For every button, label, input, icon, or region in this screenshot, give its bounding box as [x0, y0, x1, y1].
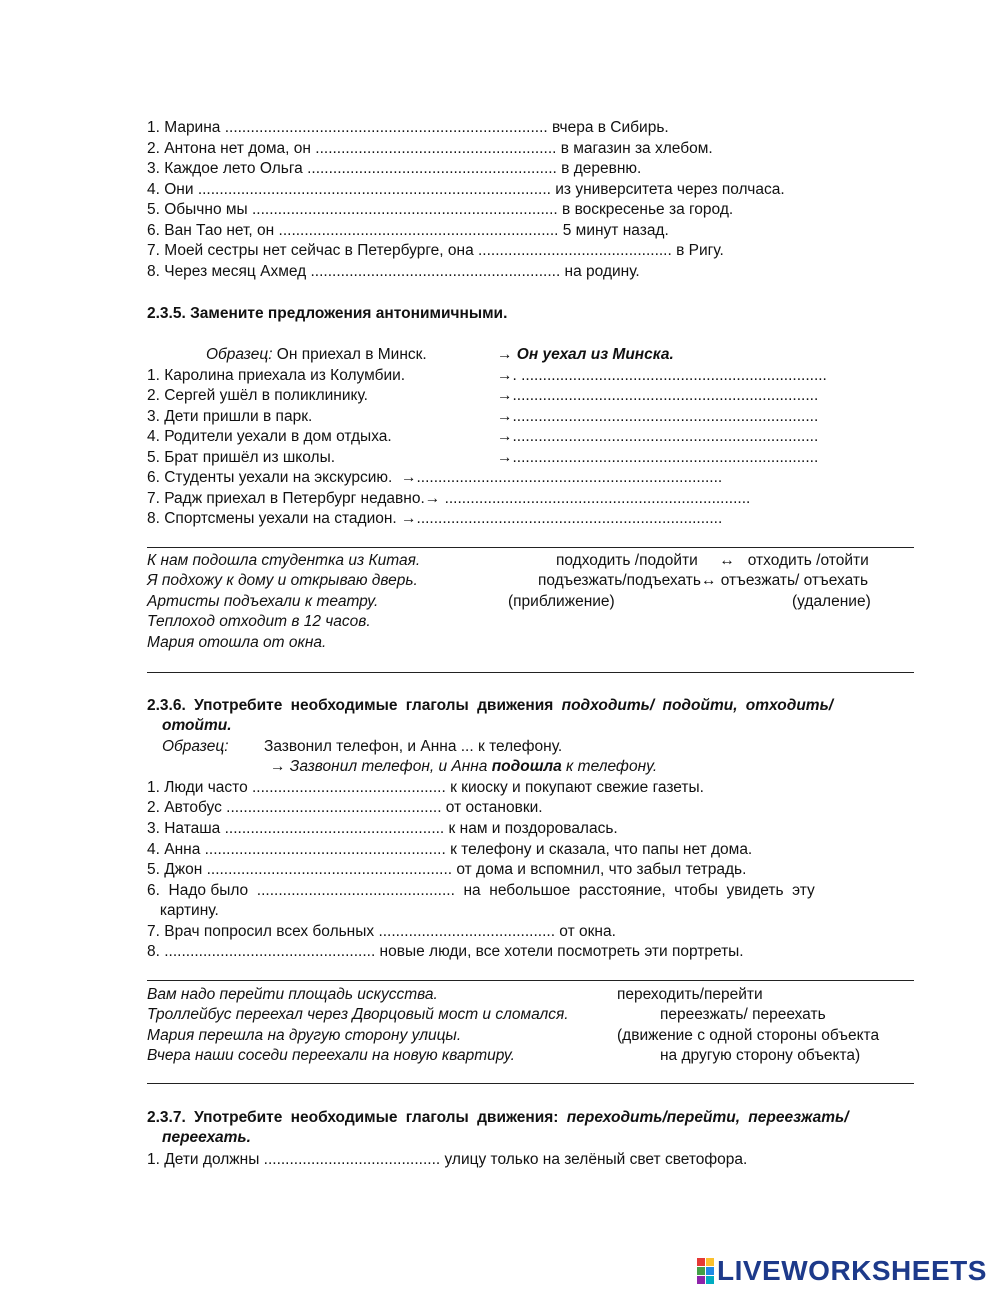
verb-pair: переезжать/ переехать [660, 1006, 826, 1023]
meaning-label: на другую сторону объекта) [660, 1047, 861, 1064]
verb-pair: переходить/перейти [617, 986, 763, 1003]
liveworksheets-logo[interactable] [697, 1255, 987, 1287]
list-item: 7. Моей сестры нет сейчас в Петербурге, она ............................................. в Ригу. [147, 242, 724, 259]
answer-blank: →....................................................................... [497, 428, 819, 445]
example-sentence: Мария перешла на другую сторону улицы. [147, 1027, 462, 1044]
example-sentence: Вчера наши соседи переехали на новую квартиру. [147, 1047, 515, 1064]
exercise-title: 2.3.6. Употребите необходимые глаголы движения подходить/ подойти, отходить/ [147, 697, 834, 714]
divider [147, 547, 914, 548]
example-sentence: Я подхожу к дому и открываю дверь. [147, 572, 418, 589]
list-item: 1. Дети должны ......................................... улицу только на зелёный свет светофора. [147, 1151, 748, 1168]
list-item: 4. Анна ........................................................ к телефону и сказала, что папы нет дома. [147, 841, 753, 858]
list-item: 6. Ван Тао нет, он ................................................................. 5 минут назад. [147, 222, 669, 239]
answer-blank: →....................................................................... [497, 449, 819, 466]
exercise-title: 2.3.7. Употребите необходимые глаголы движения: переходить/перейти, переезжать/ [147, 1109, 849, 1126]
example-sentence: Артисты подъехали к театру. [147, 593, 379, 610]
example-sentence: Теплоход отходит в 12 часов. [147, 613, 371, 630]
list-item: 2. Антона нет дома, он ........................................................ в магазин за хлебом. [147, 140, 713, 157]
logo-text: LIVEWORKSHEETS [717, 1255, 987, 1286]
list-item: 8. Через месяц Ахмед .......................................................... на родину. [147, 263, 640, 280]
list-item: 4. Родители уехали в дом отдыха. [147, 428, 392, 445]
sample-text: Он приехал в Минск. [272, 346, 427, 363]
divider [147, 1083, 914, 1084]
list-item: 8. Спортсмены уехали на стадион. →....................................................................... [147, 510, 723, 527]
list-item: 3. Каждое лето Ольга .......................................................... в деревню. [147, 160, 642, 177]
list-item: 1. Люди часто ............................................. к киоску и покупают свежие газеты. [147, 779, 704, 796]
answer-blank: →....................................................................... [497, 408, 819, 425]
answer-blank: →....................................................................... [497, 387, 819, 404]
sample-label: Образец: [206, 346, 273, 363]
list-item: 3. Наташа ................................................... к нам и поздоровалась. [147, 820, 618, 837]
list-item: 4. Они .................................................................................. из университета через полчаса. [147, 181, 785, 198]
list-item: 8. ................................................. новые люди, все хотели посмотреть эти портреты. [147, 943, 744, 960]
exercise-title-cont: переехать. [162, 1129, 251, 1146]
sample-line [206, 345, 427, 365]
sample-answer: → Зазвонил телефон, и Анна подошла к телефону. [270, 758, 658, 775]
sample-label: Образец: [162, 738, 229, 755]
list-item: 1. Каролина приехала из Колумбии. [147, 367, 406, 384]
list-item: 5. Обычно мы ....................................................................... в воскресенье за город. [147, 201, 734, 218]
example-sentence: Мария отошла от окна. [147, 634, 327, 651]
list-item: картину. [147, 902, 219, 919]
list-item: 7. Врач попросил всех больных ......................................... от окна. [147, 923, 616, 940]
sample-text: Зазвонил телефон, и Анна ... к телефону. [264, 738, 563, 755]
exercise-title: 2.3.5. Замените предложения антонимичными. [147, 305, 508, 322]
exercise-title-cont: отойти. [162, 717, 232, 734]
example-sentence: Троллейбус переехал через Дворцовый мост и сломался. [147, 1006, 569, 1023]
list-item: 1. Марина ........................................................................... вчера в Сибирь. [147, 119, 669, 136]
list-item: 6. Надо было .............................................. на небольшое расстояние, чтобы увидеть эту [147, 882, 815, 899]
example-sentence: Вам надо перейти площадь искусства. [147, 986, 438, 1003]
divider [147, 980, 914, 981]
verb-pair: подходить /подойти ↔ отходить /отойти [556, 552, 869, 569]
list-item: 2. Автобус .................................................. от остановки. [147, 799, 543, 816]
list-item: 6. Студенты уехали на экскурсию. →....................................................................... [147, 469, 723, 486]
list-item: 5. Брат пришёл из школы. [147, 449, 336, 466]
answer-blank: →. ....................................................................... [497, 367, 827, 384]
meaning-label: (удаление) [792, 593, 871, 610]
example-sentence: К нам подошла студентка из Китая. [147, 552, 421, 569]
list-item: 7. Радж приехал в Петербург недавно.→ ....................................................................... [147, 490, 751, 507]
list-item: 5. Джон ......................................................... от дома и вспомнил, что забыл тетрадь. [147, 861, 747, 878]
verb-pair: подъезжать/подъехать↔ отъезжать/ отъехать [538, 572, 869, 589]
list-item: 2. Сергей ушёл в поликлинику. [147, 387, 368, 404]
list-item: 3. Дети пришли в парк. [147, 408, 313, 425]
meaning-label: (приближение) [508, 593, 615, 610]
logo-mark-icon [697, 1258, 714, 1284]
sample-answer: → Он уехал из Минска. [497, 346, 674, 363]
meaning-label: (движение с одной стороны объекта [617, 1027, 880, 1044]
divider [147, 672, 914, 673]
